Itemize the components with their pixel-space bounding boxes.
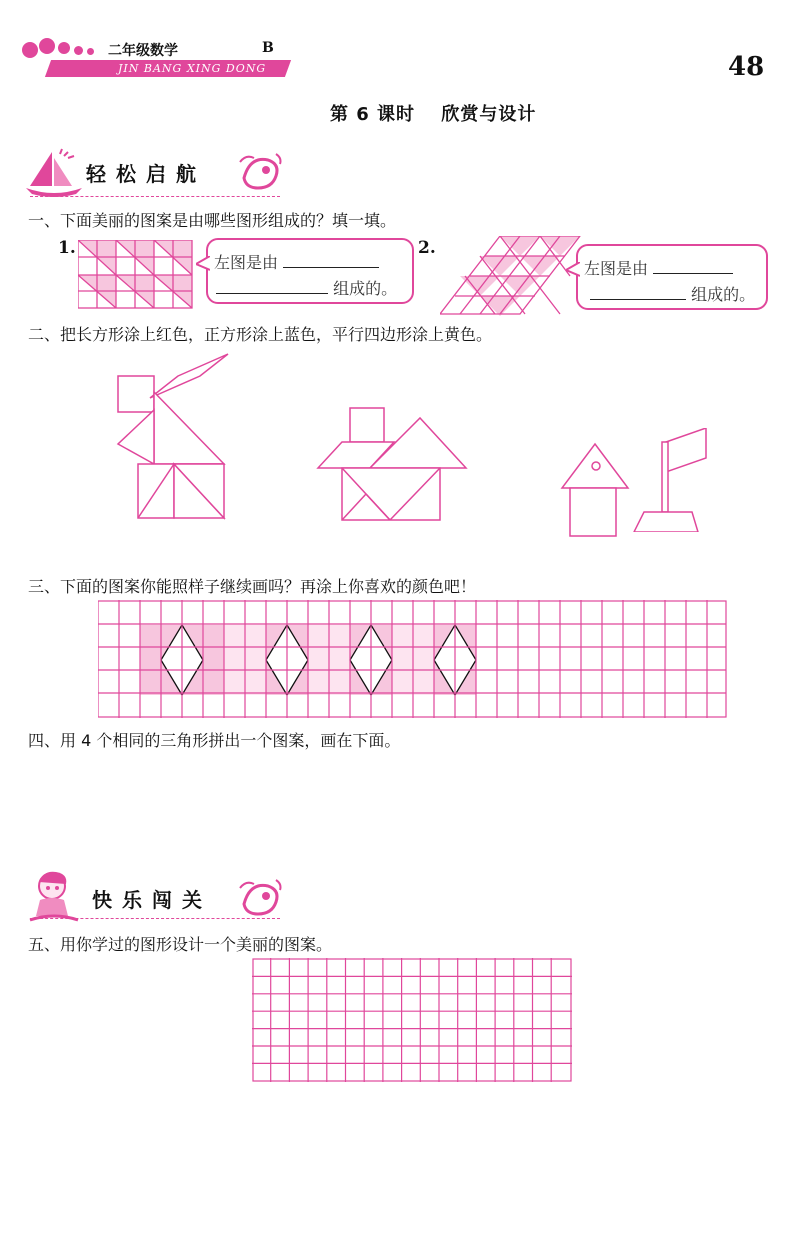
answer-bubble-2 xyxy=(576,244,768,310)
bubble-2-prefix: 左图是由 xyxy=(584,259,649,278)
header-decoration-dots xyxy=(22,36,102,62)
answer-bubble-1 xyxy=(206,238,414,304)
blank-1a[interactable] xyxy=(283,253,379,268)
header-subtitle: JIN BANG XING DONG xyxy=(118,62,267,75)
blank-2a[interactable] xyxy=(653,259,733,274)
question-3-text: 三、下面的图案你能照样子继续画吗？再涂上你喜欢的颜色吧！ xyxy=(28,577,477,596)
question-5-text: 五、用你学过的图形设计一个美丽的图案。 xyxy=(28,935,333,954)
header-edition: B xyxy=(262,40,274,56)
section-underline xyxy=(30,196,280,197)
bird-icon xyxy=(236,148,286,200)
bubble-1-prefix: 左图是由 xyxy=(214,253,279,272)
grid-pattern-1 xyxy=(78,240,194,314)
question-4-text: 四、用 4 个相同的三角形拼出一个图案，画在下面。 xyxy=(28,731,401,750)
blank-1b[interactable] xyxy=(216,279,328,294)
blank-2b[interactable] xyxy=(590,285,686,300)
header-title: 二年级数学 xyxy=(108,43,178,59)
question-2-text: 二、把长方形涂上红色，正方形涂上蓝色，平行四边形涂上黄色。 xyxy=(28,325,493,344)
house-tangram[interactable] xyxy=(316,406,468,526)
item-1-label: 1. xyxy=(58,238,76,258)
pattern-grid[interactable] xyxy=(98,600,728,724)
section-banner-easy: 轻松启航 xyxy=(86,162,206,186)
rabbit-tangram[interactable] xyxy=(116,352,230,524)
bubble-1-suffix: 组成的。 xyxy=(333,279,398,298)
parallelogram-pattern-2 xyxy=(440,236,582,320)
design-grid[interactable] xyxy=(252,958,574,1088)
sailboat-icon xyxy=(24,148,86,202)
cartoon-kid-icon xyxy=(26,868,82,928)
drawing-area-4[interactable] xyxy=(60,758,740,858)
item-2-label: 2. xyxy=(418,238,436,258)
lesson-title: 第 6 课时 欣赏与设计 xyxy=(330,104,537,125)
section-banner-happy: 快乐闯关 xyxy=(92,888,212,912)
bubble-2-suffix: 组成的。 xyxy=(691,285,756,304)
question-1-text: 一、下面美丽的图案是由哪些图形组成的？填一填。 xyxy=(28,211,397,230)
page-number: 48 xyxy=(728,52,765,82)
small-house-shape[interactable] xyxy=(560,442,630,542)
flag-shape[interactable] xyxy=(630,428,710,536)
section-underline-2 xyxy=(30,918,280,919)
